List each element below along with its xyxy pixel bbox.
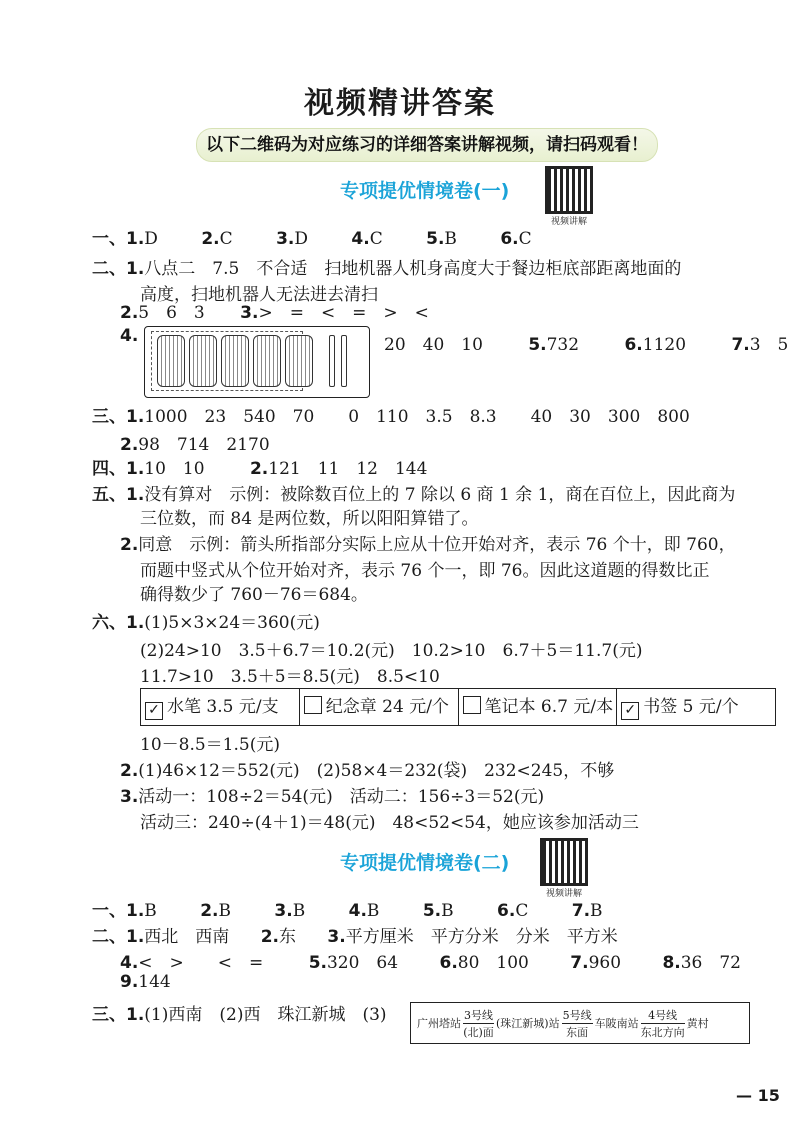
- answer-row-1-6e: 2.(1)46×12＝552(元) (2)58×4＝232(袋) 232<245，不够: [120, 761, 615, 781]
- answer-row-1-1: 一、1.D 2.C 3.D 4.C 5.B 6.C: [92, 229, 532, 249]
- qr-caption: 视频讲解: [550, 217, 587, 227]
- answer-row-2-1: 一、1.B 2.B 3.B 4.B 5.B 6.C 7.B: [92, 901, 603, 921]
- checkbox-checked-icon: ✓: [621, 702, 639, 720]
- answer-row-1-6g: 活动三：240÷(4＋1)＝48(元) 48<52<54，她应该参加活动三: [140, 813, 639, 833]
- answer-row-1-3a: 三、1.1000 23 540 70 0 110 3.5 8.3 40 30 300 800: [92, 407, 690, 427]
- stick-bundle-icon: [157, 335, 185, 387]
- qr-code-icon: [545, 166, 593, 214]
- checkbox-empty-icon: [304, 696, 322, 714]
- section1-heading: 专项提优情境卷(一): [340, 180, 510, 202]
- single-stick-icon: [341, 335, 347, 387]
- metro-route-box: 广州塔站 $\frac{\text{3号线}}{\text{(北)面}}$ (珠江新城)站 $\frac{\text{5号线}}{\text{东面}}$ 车陂南站 $\frac{\text{4号线}}{\text{东北方向}}$ 黄村: [410, 1002, 750, 1044]
- route-segment-1: $\frac{\text{3号线}}{\text{(北)面}}$: [463, 1008, 494, 1039]
- answer-row-1-5a: 五、1.没有算对 示例：被除数百位上的 7 除以 6 商 1 余 1，商在百位上，因此商为: [92, 485, 736, 505]
- section1-qr[interactable]: [545, 166, 593, 227]
- answer-row-1-3b: 2.98 714 2170: [120, 435, 270, 455]
- shopping-options-table: [140, 688, 776, 726]
- route-segment-3: $\frac{\text{4号线}}{\text{东北方向}}$: [640, 1008, 685, 1039]
- answer-row-1-2c: 2.5 6 3 3.> = < = > <: [120, 303, 429, 323]
- qr-banner: 以下二维码为对应练习的详细答案讲解视频，请扫码观看！: [196, 128, 658, 162]
- option-cell: 纪念章 24 元/个: [300, 689, 459, 725]
- answer-row-1-5d: 而题中竖式从个位开始对齐，表示 76 个一，即 76。因此这道题的得数比正: [140, 561, 710, 581]
- answer-row-2-2b: 4.< > < = 5.320 64 6.80 100 7.960 8.36 72: [120, 953, 741, 973]
- answer-row-1-5e: 确得数少了 760－76＝684。: [140, 585, 368, 605]
- answer-row-1-6c: 11.7>10 3.5＋5＝8.5(元) 8.5<10: [140, 667, 440, 687]
- stick-bundle-icon: [285, 335, 313, 387]
- page-title: 视频精讲答案: [304, 86, 496, 121]
- qr-caption: 视频讲解: [545, 889, 582, 899]
- answer-row-1-5c: 2.同意 示例：箭头所指部分实际上应从十位开始对齐，表示 76 个十，即 760，: [120, 535, 736, 555]
- answer-row-2-3: 三、1.(1)西南 (2)西 珠江新城 (3): [92, 1005, 387, 1025]
- answer-row-1-6f: 3.活动一：108÷2＝54(元) 活动二：156÷3＝52(元): [120, 787, 545, 807]
- section2-heading: 专项提优情境卷(二): [340, 852, 510, 874]
- page-number: — 15: [736, 1086, 780, 1105]
- option-cell: ✓ 水笔 3.5 元/支: [141, 689, 300, 725]
- counting-sticks-figure: [144, 326, 370, 398]
- answer-row-1-2a: 二、1.八点二 7.5 不合适 扫地机器人机身高度大于餐边柜底部距离地面的: [92, 259, 682, 279]
- answer-row-2-2a: 二、1.西北 西南 2.东 3.平方厘米 平方分米 分米 平方米: [92, 927, 618, 947]
- route-segment-2: $\frac{\text{5号线}}{\text{东面}}$: [562, 1008, 592, 1039]
- answer-row-1-6d: 10－8.5＝1.5(元): [140, 735, 280, 755]
- answer-row-1-6b: (2)24>10 3.5＋6.7＝10.2(元) 10.2>10 6.7＋5＝11.7(元): [140, 641, 643, 661]
- stick-bundle-icon: [221, 335, 249, 387]
- question-4-tag: 4.: [120, 326, 139, 346]
- answer-row-1-4: 四、1.10 10 2.121 11 12 144: [92, 459, 428, 479]
- qr-code-icon: [540, 838, 588, 886]
- checkbox-empty-icon: [463, 696, 481, 714]
- question-tag: 一、1.: [92, 229, 145, 249]
- option-cell: 笔记本 6.7 元/本: [459, 689, 618, 725]
- answer-row-1-6a: 六、1.(1)5×3×24＝360(元): [92, 613, 320, 633]
- stick-bundle-icon: [189, 335, 217, 387]
- stick-bundle-icon: [253, 335, 281, 387]
- answer-row-1-2b: 高度，扫地机器人无法进去清扫: [140, 285, 378, 305]
- option-cell: ✓ 书签 5 元/个: [617, 689, 775, 725]
- answer-row-1-2d: 20 40 10 5.732 6.1120 7.3 5: [384, 335, 789, 355]
- single-stick-icon: [329, 335, 335, 387]
- answer-row-1-5b: 三位数，而 84 是两位数，所以阳阳算错了。: [140, 509, 479, 529]
- checkbox-checked-icon: ✓: [145, 702, 163, 720]
- answer-row-2-2c: 9.144: [120, 972, 171, 992]
- section2-qr[interactable]: [540, 838, 588, 899]
